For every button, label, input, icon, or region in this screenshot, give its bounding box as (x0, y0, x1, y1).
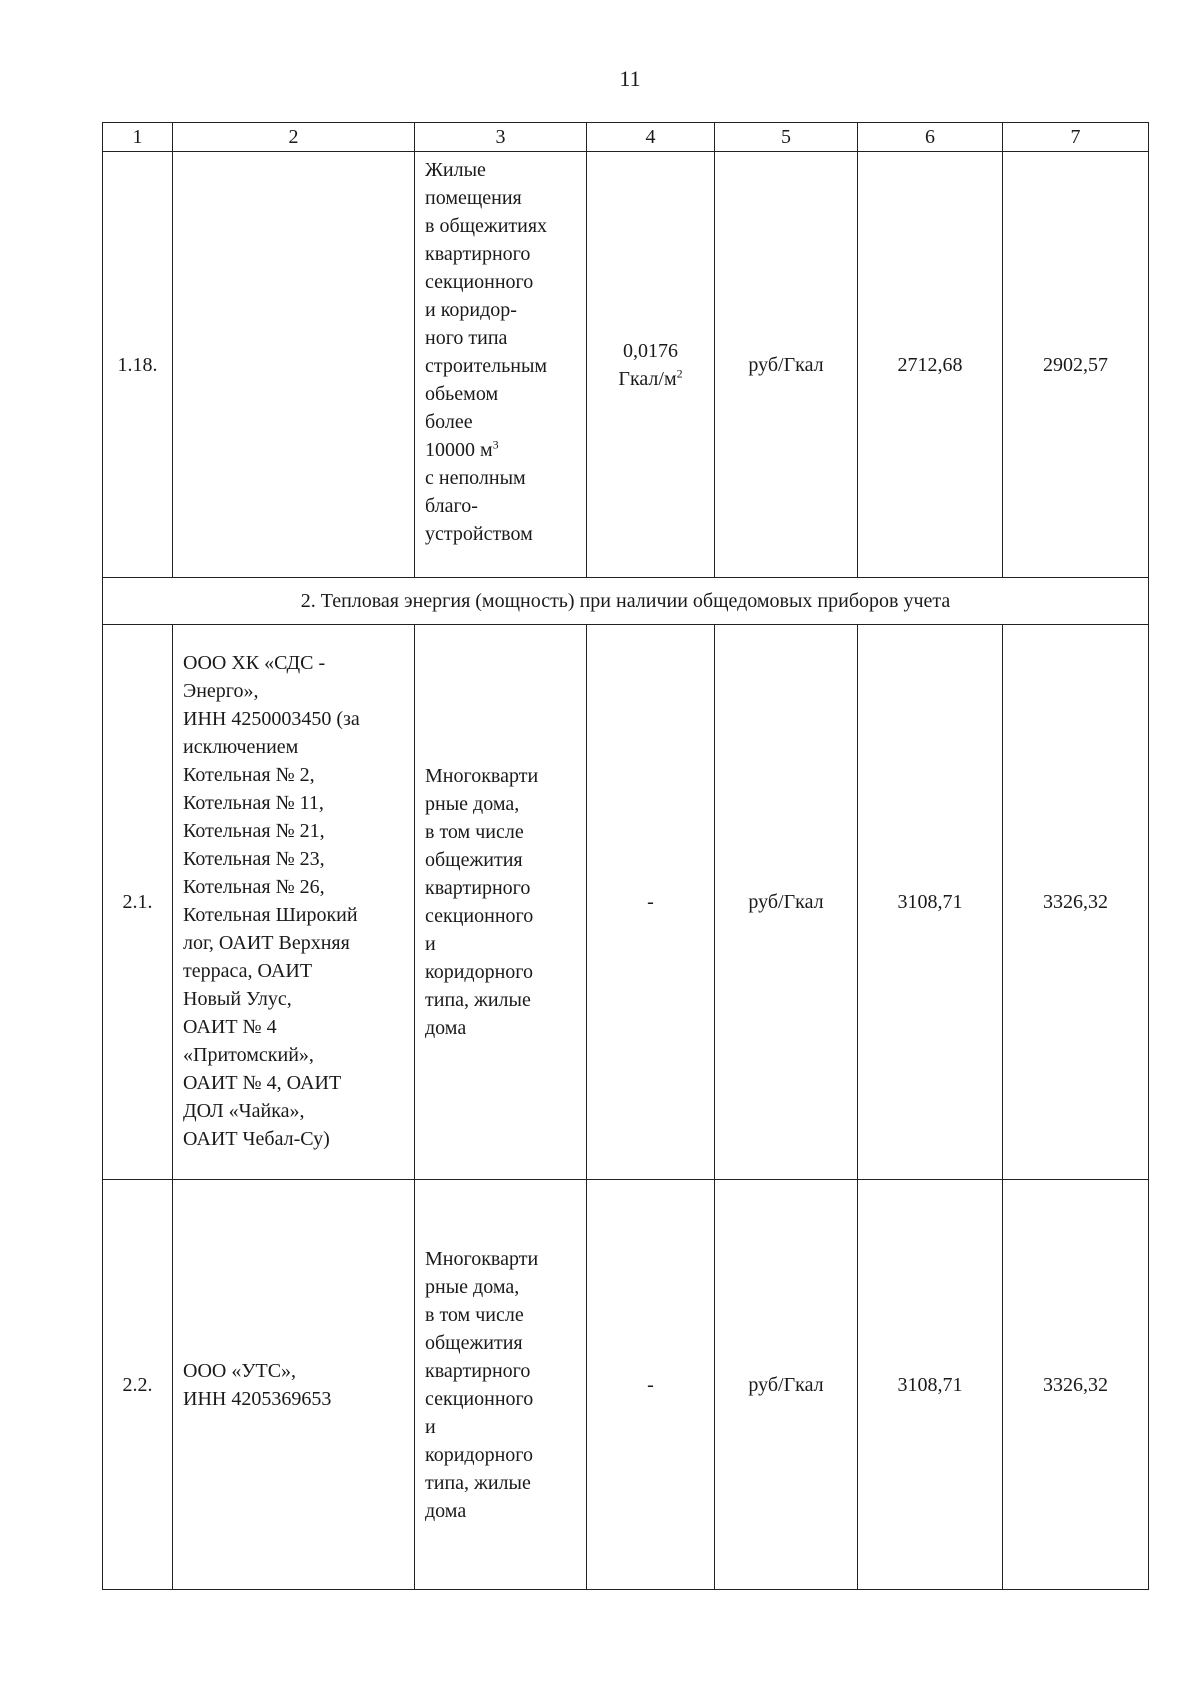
organization-text: ООО «УТС», ИНН 4205369653 (183, 1359, 332, 1410)
consumer-category-text: Многокварти рные дома, в том числе общежития квартирного секционного и коридорного типа, жилые дома (425, 1247, 539, 1522)
consumer-category-tail: с неполным благо- устройством (425, 467, 533, 545)
organization-text: ООО ХК «СДС - Энерго», ИНН 4250003450 (за исключением Котельная № 2, Котельная № 11, Котельная № 21, Котельная № 23, Котельная № 26, Котельная Широкий лог, ОАИТ Верхняя терраса, ОАИТ Новый Улус, ОАИТ № 4 «Притомский», ОАИТ № 4, ОАИТ ДОЛ «Чайка», ОАИТ Чебал-Су) (183, 652, 360, 1150)
row-number-text: 2.1. (122, 891, 153, 913)
cubic-superscript: 3 (492, 437, 499, 452)
price-period-2-text: 3326,32 (1043, 891, 1108, 913)
norm-text: - (647, 1373, 654, 1396)
norm-text (587, 337, 714, 393)
column-number-2: 2 (173, 123, 415, 152)
tariff-table (102, 122, 1149, 1590)
consumer-category-text (415, 152, 586, 548)
unit-text: руб/Гкал (748, 353, 824, 376)
organization-cell (173, 152, 415, 578)
organization-cell (173, 1180, 415, 1590)
norm-cell (587, 1180, 715, 1590)
norm-text: - (647, 891, 654, 913)
price-period-1-cell (858, 152, 1003, 578)
table-row-1-18 (103, 152, 1149, 578)
section-title: 2. Тепловая энергия (мощность) при наличии общедомовых приборов учета (103, 578, 1149, 625)
unit-text: руб/Гкал (748, 1373, 824, 1396)
column-number-6: 6 (858, 123, 1003, 152)
square-superscript: 2 (676, 365, 683, 380)
column-number-3: 3 (415, 123, 587, 152)
consumer-category-cell (415, 625, 587, 1180)
table-row-2-1 (103, 625, 1149, 1180)
price-period-1-text: 3108,71 (897, 1373, 963, 1396)
price-period-2-cell (1003, 152, 1149, 578)
consumer-category-cell (415, 152, 587, 578)
price-period-2-cell (1003, 625, 1149, 1180)
row-number (103, 152, 173, 578)
unit-cell (715, 625, 858, 1180)
section-row (103, 578, 1149, 625)
norm-cell (587, 625, 715, 1180)
column-number-4: 4 (587, 123, 715, 152)
unit-cell (715, 1180, 858, 1590)
consumer-category-text: Многокварти рные дома, в том числе общежития квартирного секционного и коридорного типа, жилые дома (425, 765, 539, 1039)
organization-cell (173, 625, 415, 1180)
row-number (103, 1180, 173, 1590)
consumer-category-cell (415, 1180, 587, 1590)
column-number-row (103, 123, 1149, 152)
price-period-2-cell (1003, 1180, 1149, 1590)
table-row-2-2 (103, 1180, 1149, 1590)
price-period-1-text: 3108,71 (897, 891, 963, 913)
price-period-1-cell (858, 1180, 1003, 1590)
column-number-1: 1 (103, 123, 173, 152)
price-period-1-cell (858, 625, 1003, 1180)
price-period-2-text: 3326,32 (1043, 1373, 1108, 1396)
consumer-category-main: Жилые помещения в общежитиях квартирного секционного и коридор- ного типа строительным обьемом более 10000 м (425, 159, 548, 461)
row-number-text: 1.18. (117, 353, 158, 376)
price-period-2-text: 2902,57 (1043, 353, 1108, 376)
price-period-1-text: 2712,68 (897, 353, 963, 376)
unit-cell (715, 152, 858, 578)
row-number (103, 625, 173, 1180)
norm-main: 0,0176 Гкал/м (618, 339, 678, 390)
norm-cell (587, 152, 715, 578)
column-number-7: 7 (1003, 123, 1149, 152)
column-number-5: 5 (715, 123, 858, 152)
page-number: 11 (619, 66, 641, 91)
unit-text: руб/Гкал (748, 891, 824, 913)
row-number-text: 2.2. (122, 1373, 153, 1396)
